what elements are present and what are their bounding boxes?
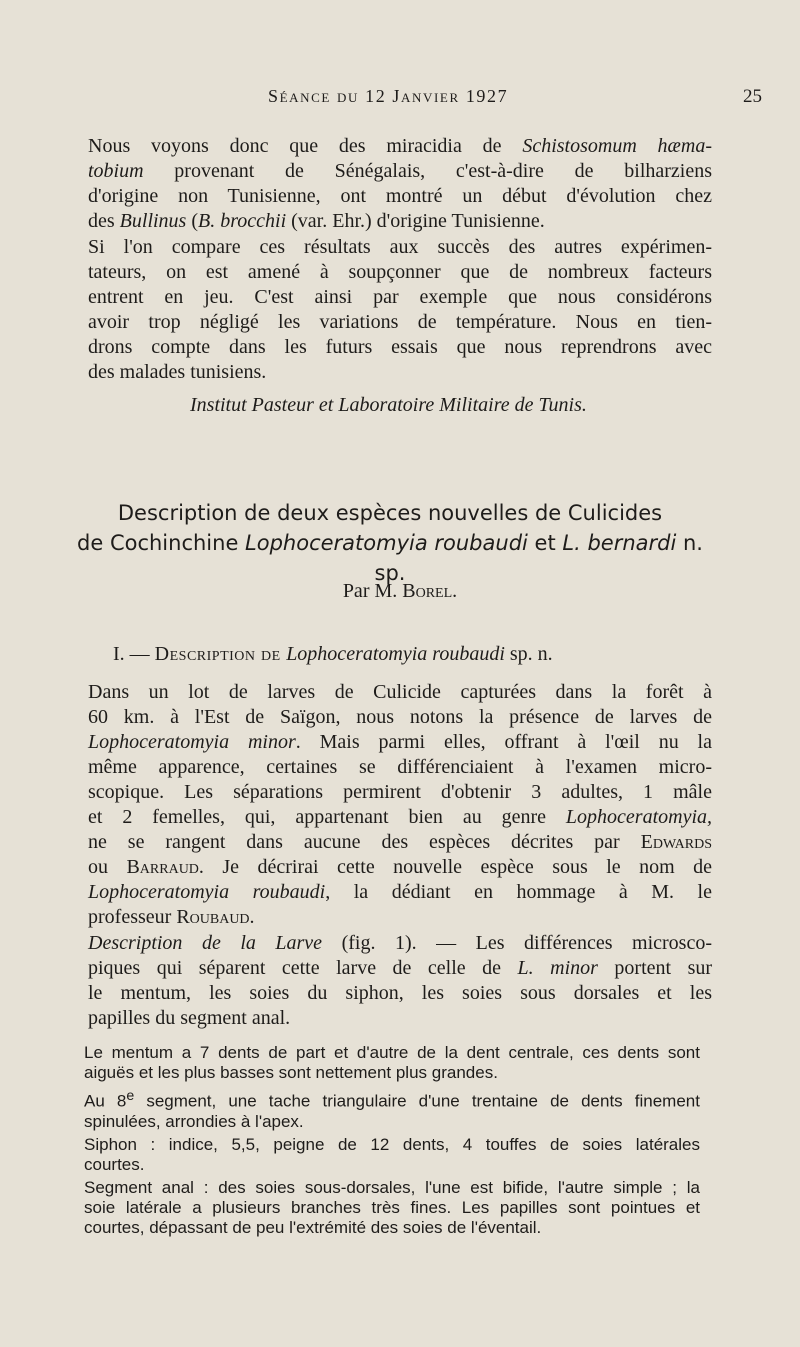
article-title: Description de deux espèces nouvelles de Culicides de Cochinchine Lophoceratomyia roubaudi et L. bernardi n. sp.: [77, 501, 703, 585]
note-anal-segment: Segment anal : des soies sous-dorsales, l'une est bifide, l'autre simple ; la soie latérale a plusieurs branches très fines. Les papilles sont pointues et courtes, dépassant de peu l'extrémité des soies de l'éventail.: [84, 1177, 700, 1237]
intro-paragraph-1: Nous voyons donc que des miracidia de Schistosomum hæma- tobium provenant de Sénégalais, c'est-à-dire de bilharziens d'origine non Tunisienne, ont montré un début d'évolution chez des Bullinus (B. brocchii (var. Ehr.) d'origine Tunisienne.: [88, 135, 712, 232]
page-number: 25: [743, 86, 762, 107]
note-segment-8: Au 8e segment, une tache triangulaire d'une trentaine de dents finement spinulées, arrondies à l'apex.: [84, 1088, 700, 1131]
larva-notes: [60, 1043, 700, 1238]
main-text: [62, 680, 712, 1031]
affiliation: Institut Pasteur et Laboratoire Militaire de Tunis.: [190, 394, 587, 416]
main-paragraph-2: Description de la Larve (fig. 1). — Les différences microsco- piques qui séparent cette larve de celle de L. minor portent sur le mentum, les soies du siphon, les soies sous dorsales et les papilles du segment anal.: [88, 932, 713, 1029]
author-byline: Par M. Borel.: [342, 580, 458, 602]
page-header: [0, 86, 800, 116]
section-heading: I. — Description de Lophoceratomyia roubaudi sp. n.: [113, 643, 553, 665]
main-paragraph-1: Dans un lot de larves de Culicide capturées dans la forêt à 60 km. à l'Est de Saïgon, nous notons la présence de larves de Lophoceratomyia minor. Mais parmi elles, offrant à l'œil nu la même apparence, certaines se différenciaient à l'examen micro- scopique. Les séparations permirent d'obtenir 3 adultes, 1 mâle et 2 femelles, qui, appartenant bien au genre Lophoceratomyia, ne se rangent dans aucune des espèces décrites par Edwards ou Barraud. Je décrirai cette nouvelle espèce sous le nom de Lophoceratomyia roubaudi, la dédiant en hommage à M. le professeur Roubaud.: [88, 681, 713, 928]
intro-paragraph-2: Si l'on compare ces résultats aux succès des autres expérimen- tateurs, on est amené à soupçonner que de nombreux facteurs entrent en jeu. C'est ainsi par exemple que nous considérons avoir trop négligé les variations de température. Nous en tien- drons compte dans les futurs essais que nous reprendrons avec des malades tunisiens.: [88, 236, 712, 383]
note-mentum: Le mentum a 7 dents de part et d'autre de la dent centrale, ces dents sont aiguës et les plus basses sont nettement plus grandes.: [84, 1043, 700, 1082]
note-siphon: Siphon : indice, 5,5, peigne de 12 dents, 4 touffes de soies latérales courtes.: [84, 1134, 700, 1174]
running-title: Séance du 12 Janvier 1927: [268, 86, 509, 106]
intro-text: [62, 134, 712, 385]
